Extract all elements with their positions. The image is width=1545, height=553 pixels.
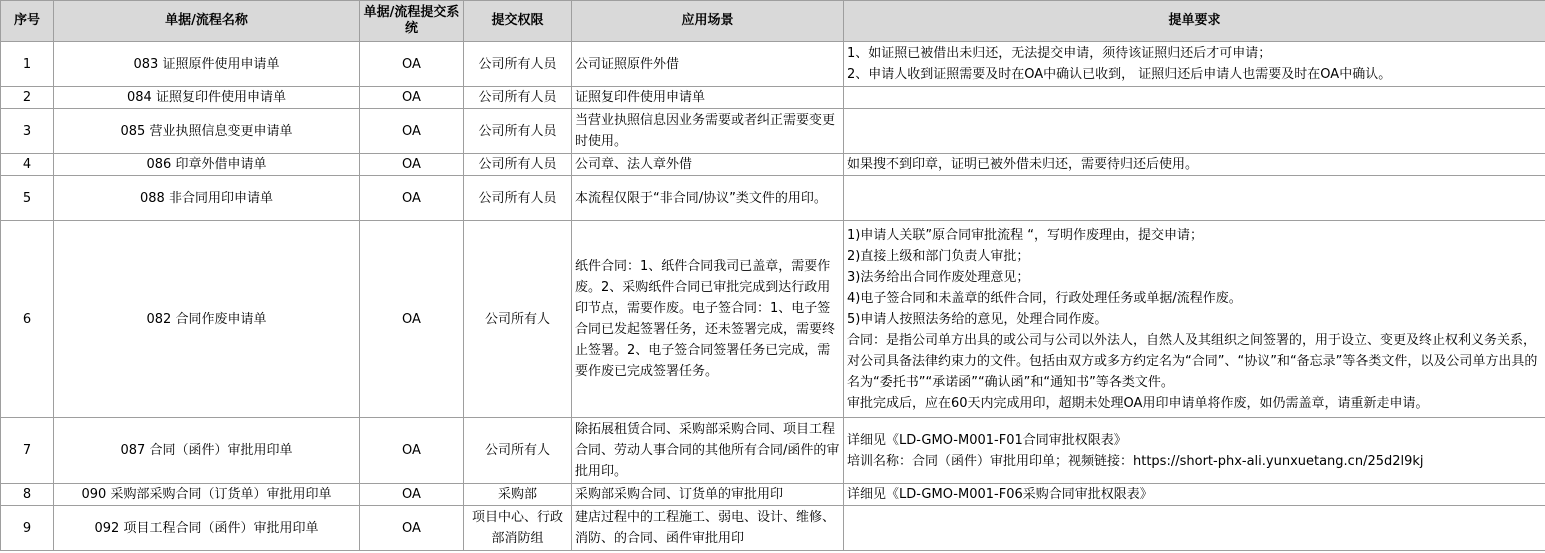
- requirements-cell: [844, 506, 1545, 551]
- requirement-line: 4)电子签合同和未盖章的纸件合同，行政处理任务或单据/流程作废。: [847, 290, 1242, 306]
- process-name-cell: 084 证照复印件使用申请单: [54, 87, 360, 109]
- submit-permission-cell: 项目中心、行政部消防组: [464, 506, 572, 551]
- process-name-cell: 090 采购部采购合同（订货单）审批用印单: [54, 484, 360, 506]
- requirement-line: 审批完成后，应在60天内完成用印，超期未处理OA用印申请单将作废，如仍需盖章，请重新走申请。: [847, 395, 1429, 411]
- submit-system-cell: OA: [360, 42, 464, 87]
- requirement-line: 3)法务给出合同作废处理意见；: [847, 269, 1030, 285]
- submit-permission-cell: 公司所有人员: [464, 42, 572, 87]
- submit-system-cell: OA: [360, 154, 464, 176]
- requirements-cell: [844, 176, 1545, 221]
- requirement-line: 2)直接上级和部门负责人审批；: [847, 248, 1030, 264]
- requirement-line: 详细见《LD-GMO-M001-F01合同审批权限表》: [847, 432, 1127, 448]
- application-scenario-cell: 公司证照原件外借: [572, 42, 844, 87]
- process-name-cell: 086 印章外借申请单: [54, 154, 360, 176]
- requirements-cell: [844, 42, 1545, 87]
- requirement-line: 如果搜不到印章，证明已被外借未归还，需要待归还后使用。: [847, 157, 1199, 172]
- process-name-cell: 092 项目工程合同（函件）审批用印单: [54, 506, 360, 551]
- requirements-cell: [844, 87, 1545, 109]
- header-system: 单据/流程提交系统: [360, 1, 464, 42]
- header-name: 单据/流程名称: [54, 1, 360, 42]
- application-scenario-cell: 证照复印件使用申请单: [572, 87, 844, 109]
- row-number-cell: 6: [1, 221, 54, 418]
- requirement-line: 5)申请人按照法务给的意见，处理合同作废。: [847, 311, 1108, 327]
- submit-system-cell: OA: [360, 484, 464, 506]
- table-row: [1, 154, 1545, 176]
- table-row: [1, 42, 1545, 87]
- row-number-cell: 5: [1, 176, 54, 221]
- submit-system-cell: OA: [360, 221, 464, 418]
- table-row: [1, 87, 1545, 109]
- table-row: [1, 484, 1545, 506]
- header-requirements: 提单要求: [844, 1, 1545, 42]
- submit-permission-cell: 公司所有人: [464, 418, 572, 484]
- requirements-cell: [844, 109, 1545, 154]
- application-scenario-cell: 公司章、法人章外借: [572, 154, 844, 176]
- application-scenario-cell: 建店过程中的工程施工、弱电、设计、维修、消防、的合同、函件审批用印: [572, 506, 844, 551]
- requirement-line: 2、申请人收到证照需要及时在OA中确认已收到， 证照归还后申请人也需要及时在OA中确认。: [847, 67, 1392, 82]
- table-row: [1, 418, 1545, 484]
- header-permission: 提交权限: [464, 1, 572, 42]
- row-number-cell: 2: [1, 87, 54, 109]
- table-row: [1, 176, 1545, 221]
- submit-permission-cell: 采购部: [464, 484, 572, 506]
- application-scenario-cell: 本流程仅限于“非合同/协议”类文件的用印。: [572, 176, 844, 221]
- row-number-cell: 3: [1, 109, 54, 154]
- process-name-cell: 085 营业执照信息变更申请单: [54, 109, 360, 154]
- row-number-cell: 1: [1, 42, 54, 87]
- requirement-line: 详细见《LD-GMO-M001-F06采购合同审批权限表》: [847, 487, 1153, 502]
- process-name-cell: 082 合同作废申请单: [54, 221, 360, 418]
- submit-permission-cell: 公司所有人员: [464, 109, 572, 154]
- requirement-line: 1、如证照已被借出未归还，无法提交申请，须待该证照归还后才可申请；: [847, 46, 1272, 61]
- submit-system-cell: OA: [360, 87, 464, 109]
- application-scenario-cell: 当营业执照信息因业务需要或者纠正需要变更时使用。: [572, 109, 844, 154]
- submit-system-cell: OA: [360, 176, 464, 221]
- submit-system-cell: OA: [360, 418, 464, 484]
- row-number-cell: 9: [1, 506, 54, 551]
- application-scenario-cell: 采购部采购合同、订货单的审批用印: [572, 484, 844, 506]
- submit-permission-cell: 公司所有人员: [464, 154, 572, 176]
- process-name-cell: 083 证照原件使用申请单: [54, 42, 360, 87]
- application-scenario-cell: 除拓展租赁合同、采购部采购合同、项目工程合同、劳动人事合同的其他所有合同/函件的审批用印。: [572, 418, 844, 484]
- process-name-cell: 088 非合同用印申请单: [54, 176, 360, 221]
- header-no: 序号: [1, 1, 54, 42]
- requirement-line: 1)申请人关联”原合同审批流程 “，写明作废理由，提交申请；: [847, 227, 1203, 243]
- submit-permission-cell: 公司所有人员: [464, 176, 572, 221]
- header-row: [1, 1, 1545, 42]
- submit-permission-cell: 公司所有人员: [464, 87, 572, 109]
- requirement-line: 合同：是指公司单方出具的或公司与公司以外法人，自然人及其组织之间签署的，用于设立、变更及终止权利义务关系，对公司具备法律约束力的文件。包括由双方或多方约定名为“合同”、“协议”和“备忘录”等各类文件，以及公司单方出具的名为“委托书”“承诺函”“确认函”和“通知书”等各类文件。: [847, 332, 1538, 390]
- header-scenario: 应用场景: [572, 1, 844, 42]
- submit-system-cell: OA: [360, 506, 464, 551]
- row-number-cell: 4: [1, 154, 54, 176]
- table-row: [1, 221, 1545, 418]
- submit-system-cell: OA: [360, 109, 464, 154]
- requirements-cell: [844, 221, 1545, 418]
- row-number-cell: 8: [1, 484, 54, 506]
- table-row: [1, 109, 1545, 154]
- row-number-cell: 7: [1, 418, 54, 484]
- requirements-cell: [844, 154, 1545, 176]
- table-body: [1, 42, 1545, 551]
- requirements-cell: [844, 418, 1545, 484]
- application-scenario-cell: 纸件合同：1、纸件合同我司已盖章，需要作废。2、采购纸件合同已审批完成到达行政用印节点，需要作废。电子签合同：1、电子签合同已发起签署任务，还未签署完成，需要终止签署。2、电子签合同签署任务已完成，需要作废已完成签署任务。: [572, 221, 844, 418]
- table-row: [1, 506, 1545, 551]
- submit-permission-cell: 公司所有人: [464, 221, 572, 418]
- requirement-line: 培训名称：合同（函件）审批用印单；视频链接：https://short-phx-ali.yunxuetang.cn/25d2l9kj: [847, 453, 1424, 469]
- process-name-cell: 087 合同（函件）审批用印单: [54, 418, 360, 484]
- requirements-cell: [844, 484, 1545, 506]
